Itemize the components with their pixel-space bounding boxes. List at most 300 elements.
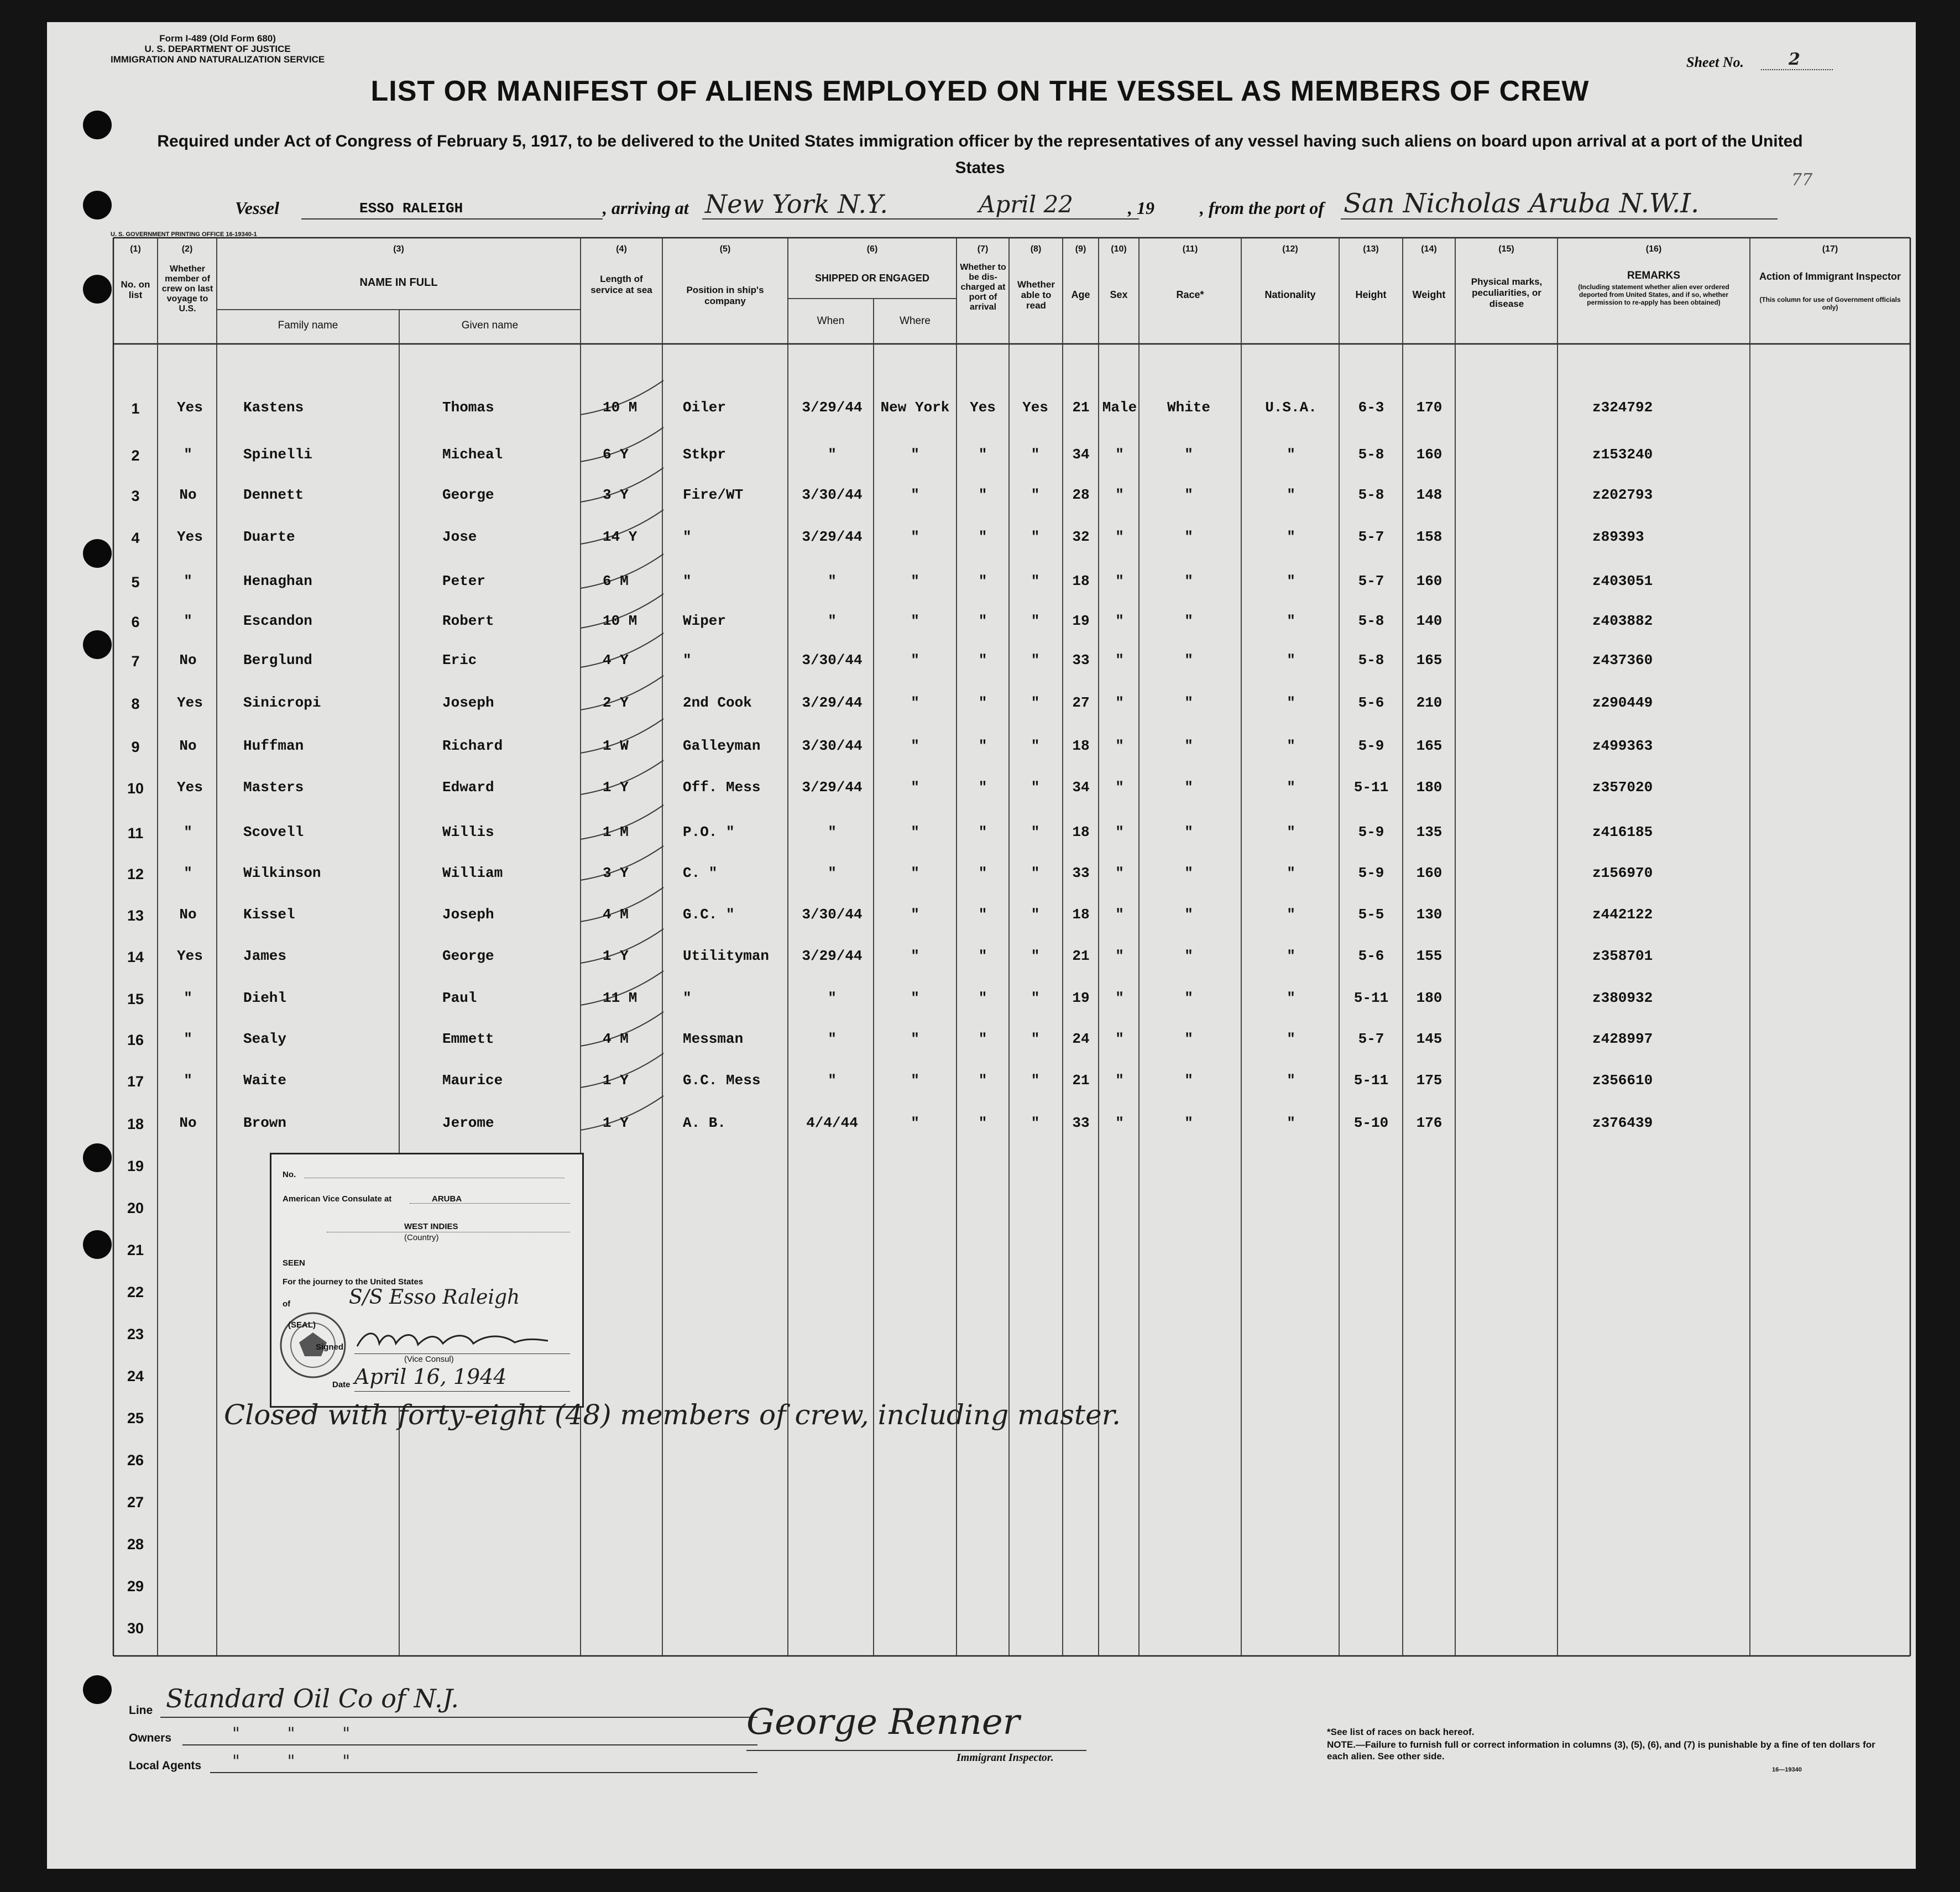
cell-able-to-read: ": [1031, 487, 1040, 503]
cell-remarks: z89393: [1592, 529, 1644, 545]
cell-height: 5-8: [1358, 652, 1384, 668]
row-number: 7: [131, 653, 140, 670]
cell-position: Stkpr: [683, 446, 726, 463]
cell-weight: 180: [1416, 990, 1442, 1006]
cell-shipped-where: ": [911, 906, 919, 923]
cell-service-length: 3 Y: [603, 487, 629, 503]
header-given-name: Given name: [461, 320, 519, 331]
cell-discharged: ": [978, 906, 987, 923]
cell-height: 5-8: [1358, 446, 1384, 463]
cell-remarks: z442122: [1592, 906, 1653, 923]
cell-prev-voyage: ": [184, 1031, 192, 1047]
stamp-vice-consul: (Vice Consul): [404, 1355, 454, 1364]
cell-family-name: Spinelli: [243, 446, 312, 463]
cell-weight: 140: [1416, 613, 1442, 629]
cell-given-name: George: [442, 948, 494, 964]
row-number: 6: [131, 614, 140, 630]
cell-height: 5-7: [1358, 1031, 1384, 1047]
cell-sex: ": [1115, 1031, 1124, 1047]
header-no-on-list: No. on list: [121, 279, 150, 300]
local-agents-label: Local Agents: [129, 1759, 202, 1772]
cell-family-name: Sinicropi: [243, 694, 321, 711]
header-sex: Sex: [1110, 289, 1128, 300]
cell-able-to-read: ": [1031, 906, 1040, 923]
cell-given-name: Richard: [442, 738, 503, 754]
cell-service-length: 10 M: [603, 613, 637, 629]
col-num: (8): [1030, 244, 1042, 254]
cell-family-name: Brown: [243, 1115, 287, 1131]
row-number: 10: [127, 780, 144, 797]
cell-weight: 170: [1416, 399, 1442, 416]
cell-height: 5-11: [1353, 1072, 1389, 1089]
cell-weight: 155: [1416, 948, 1442, 964]
cell-service-length: 14 Y: [603, 529, 637, 545]
cell-prev-voyage: ": [184, 446, 192, 463]
stamp-date-handwritten: April 16, 1944: [354, 1365, 507, 1389]
cell-discharged: ": [978, 990, 987, 1006]
cell-given-name: Thomas: [442, 399, 494, 416]
header-position: Position in ship's company: [686, 285, 764, 306]
cell-prev-voyage: Yes: [177, 948, 203, 964]
sheet-number-value: 2: [1789, 50, 1800, 69]
cell-remarks: z156970: [1592, 865, 1653, 881]
cell-age: 18: [1072, 906, 1090, 923]
cell-service-length: 4 Y: [603, 652, 629, 668]
cell-position: ": [683, 990, 692, 1006]
cell-age: 33: [1072, 652, 1090, 668]
cell-remarks: z376439: [1592, 1115, 1653, 1131]
cell-race: ": [1184, 652, 1193, 668]
cell-service-length: 1 Y: [603, 948, 629, 964]
owners-label: Owners: [129, 1732, 172, 1744]
cell-nationality: ": [1287, 948, 1295, 964]
cell-weight: 165: [1416, 738, 1442, 754]
cell-sex: ": [1115, 529, 1124, 545]
cell-shipped-where: ": [911, 990, 919, 1006]
cell-given-name: Robert: [442, 613, 494, 629]
cell-position: Messman: [683, 1031, 744, 1047]
header-when: When: [817, 315, 845, 327]
cell-remarks: z358701: [1592, 948, 1653, 964]
row-number: 24: [127, 1368, 144, 1384]
row-number: 15: [127, 991, 144, 1007]
cell-family-name: Diehl: [243, 990, 287, 1006]
cell-discharged: ": [978, 652, 987, 668]
vessel-name: ESSO RALEIGH: [359, 200, 463, 217]
cell-height: 5-9: [1358, 865, 1384, 881]
col-num: (14): [1421, 244, 1437, 254]
row-number: 27: [127, 1494, 144, 1511]
cell-remarks: z356610: [1592, 1072, 1653, 1089]
cell-nationality: ": [1287, 990, 1295, 1006]
cell-nationality: ": [1287, 694, 1295, 711]
cell-height: 6-3: [1358, 399, 1384, 416]
cell-height: 5-8: [1358, 487, 1384, 503]
cell-shipped-when: 3/29/44: [802, 779, 863, 796]
cell-shipped-where: ": [911, 865, 919, 881]
inspector-signature: George Renner: [746, 1702, 1020, 1743]
cell-shipped-where: New York: [880, 399, 950, 416]
cell-family-name: Huffman: [243, 738, 304, 754]
cell-discharged: ": [978, 865, 987, 881]
cell-weight: 180: [1416, 779, 1442, 796]
cell-family-name: Kastens: [243, 399, 304, 416]
row-number: 26: [127, 1452, 144, 1468]
cell-given-name: Paul: [442, 990, 477, 1006]
cell-age: 21: [1072, 948, 1090, 964]
cell-service-length: 2 Y: [603, 694, 629, 711]
cell-shipped-where: ": [911, 948, 919, 964]
row-number: 11: [127, 825, 144, 842]
cell-nationality: ": [1287, 446, 1295, 463]
cell-discharged: Yes: [970, 399, 996, 416]
stamp-seal: (SEAL): [288, 1320, 316, 1330]
cell-position: G.C. ": [683, 906, 735, 923]
closing-note: Closed with forty-eight (48) members of crew, including master.: [224, 1399, 1121, 1431]
cell-service-length: 4 M: [603, 906, 629, 923]
col-num: (5): [719, 244, 731, 254]
cell-shipped-where: ": [911, 529, 919, 545]
row-number: 5: [131, 574, 140, 590]
cell-weight: 145: [1416, 1031, 1442, 1047]
cell-given-name: Edward: [442, 779, 494, 796]
cell-service-length: 10 M: [603, 399, 637, 416]
cell-weight: 165: [1416, 652, 1442, 668]
line-label: Line: [129, 1704, 153, 1717]
cell-sex: ": [1115, 990, 1124, 1006]
cell-race: ": [1184, 990, 1193, 1006]
row-number: 29: [127, 1578, 144, 1595]
cell-given-name: Jerome: [442, 1115, 494, 1131]
inspector-label: Immigrant Inspector.: [957, 1752, 1054, 1764]
cell-able-to-read: ": [1031, 613, 1040, 629]
cell-shipped-when: 3/29/44: [802, 399, 863, 416]
cell-nationality: ": [1287, 1031, 1295, 1047]
cell-position: ": [683, 652, 692, 668]
cell-remarks: z437360: [1592, 652, 1653, 668]
cell-sex: ": [1115, 1072, 1124, 1089]
cell-position: ": [683, 573, 692, 589]
row-number: 18: [127, 1116, 144, 1132]
cell-family-name: Kissel: [243, 906, 295, 923]
cell-height: 5-5: [1358, 906, 1384, 923]
cell-position: Oiler: [683, 399, 726, 416]
cell-able-to-read: ": [1031, 652, 1040, 668]
races-note: *See list of races on back hereof.: [1327, 1727, 1475, 1737]
cell-able-to-read: ": [1031, 948, 1040, 964]
cell-discharged: ": [978, 948, 987, 964]
cell-position: Fire/WT: [683, 487, 744, 503]
cell-remarks: z380932: [1592, 990, 1653, 1006]
cell-nationality: ": [1287, 573, 1295, 589]
cell-race: ": [1184, 906, 1193, 923]
year-label: , 19: [1128, 198, 1154, 218]
cell-service-length: 1 W: [603, 738, 629, 754]
cell-able-to-read: ": [1031, 694, 1040, 711]
cell-given-name: Willis: [442, 824, 494, 840]
arrival-date: April 22: [979, 191, 1073, 218]
col-num: (1): [130, 244, 141, 254]
stamp-vessel-handwritten: S/S Esso Raleigh: [349, 1286, 520, 1309]
cell-service-length: 6 Y: [603, 446, 629, 463]
cell-service-length: 1 Y: [603, 1072, 629, 1089]
cell-race: ": [1184, 779, 1193, 796]
cell-shipped-when: 4/4/44: [806, 1115, 858, 1131]
cell-prev-voyage: ": [184, 613, 192, 629]
cell-sex: ": [1115, 446, 1124, 463]
cell-position: ": [683, 529, 692, 545]
cell-shipped-when: 3/29/44: [802, 694, 863, 711]
cell-shipped-when: ": [828, 613, 837, 629]
cell-race: ": [1184, 487, 1193, 503]
cell-able-to-read: ": [1031, 446, 1040, 463]
stamp-journey: For the journey to the United States: [283, 1277, 424, 1287]
cell-position: A. B.: [683, 1115, 726, 1131]
row-number: 14: [127, 949, 144, 965]
cell-nationality: ": [1287, 487, 1295, 503]
cell-shipped-when: ": [828, 1031, 837, 1047]
header-physical-marks: Physical marks, peculiarities, or disease: [1471, 276, 1543, 309]
cell-age: 19: [1072, 613, 1090, 629]
header-name-in-full: NAME IN FULL: [359, 276, 438, 289]
cell-shipped-when: ": [828, 865, 837, 881]
cell-prev-voyage: No: [179, 738, 197, 754]
header-height: Height: [1355, 289, 1387, 300]
cell-age: 34: [1072, 446, 1090, 463]
cell-service-length: 1 Y: [603, 779, 629, 796]
cell-race: ": [1184, 694, 1193, 711]
cell-position: Galleyman: [683, 738, 761, 754]
row-number: 9: [131, 739, 140, 755]
cell-remarks: z153240: [1592, 446, 1653, 463]
row-number: 28: [127, 1536, 144, 1553]
header-age: Age: [1071, 289, 1090, 300]
cell-race: ": [1184, 446, 1193, 463]
cell-weight: 160: [1416, 865, 1442, 881]
row-number: 21: [127, 1242, 144, 1258]
cell-able-to-read: Yes: [1022, 399, 1048, 416]
cell-age: 32: [1072, 529, 1090, 545]
cell-shipped-when: 3/30/44: [802, 652, 863, 668]
cell-discharged: ": [978, 1115, 987, 1131]
header-able-to-read: Whether able to read: [1017, 279, 1055, 311]
cell-age: 18: [1072, 824, 1090, 840]
cell-remarks: z403882: [1592, 613, 1653, 629]
cell-family-name: Sealy: [243, 1031, 287, 1047]
cell-shipped-where: ": [911, 487, 919, 503]
page-subtitle: Required under Act of Congress of February 5, 1917, to be delivered to the United States immigration officer by the representatives of any vessel having such aliens on board upon arrival at a port of the United States: [157, 132, 1803, 177]
cell-discharged: ": [978, 779, 987, 796]
cell-prev-voyage: Yes: [177, 529, 203, 545]
cell-able-to-read: ": [1031, 529, 1040, 545]
cell-shipped-where: ": [911, 738, 919, 754]
arrival-port: New York N.Y.: [705, 189, 888, 219]
header-action-note: (This column for use of Government officials only): [1759, 296, 1901, 311]
form-identifier: Form I-489 (Old Form 680) U. S. DEPARTMENT OF JUSTICE IMMIGRATION AND NATURALIZATION SERVICE: [111, 33, 325, 65]
cell-remarks: z428997: [1592, 1031, 1653, 1047]
cell-sex: ": [1115, 1115, 1124, 1131]
cell-sex: Male: [1102, 399, 1137, 416]
local-agents-value: " " ": [232, 1752, 351, 1771]
cell-shipped-when: ": [828, 824, 837, 840]
row-number: 3: [131, 488, 140, 504]
cell-remarks: z499363: [1592, 738, 1653, 754]
cell-age: 28: [1072, 487, 1090, 503]
cell-sex: ": [1115, 487, 1124, 503]
cell-weight: 158: [1416, 529, 1442, 545]
cell-race: ": [1184, 948, 1193, 964]
cell-sex: ": [1115, 948, 1124, 964]
cell-prev-voyage: No: [179, 906, 197, 923]
cell-height: 5-10: [1353, 1115, 1389, 1131]
row-number: 20: [127, 1200, 144, 1216]
vice-consul-signature-icon: [354, 1327, 553, 1355]
cell-sex: ": [1115, 573, 1124, 589]
cell-service-length: 3 Y: [603, 865, 629, 881]
cell-race: ": [1184, 738, 1193, 754]
header-shipped-or-engaged: SHIPPED OR ENGAGED: [814, 273, 930, 284]
row-number: 8: [131, 696, 140, 712]
row-number: 19: [127, 1158, 144, 1174]
cell-age: 24: [1072, 1031, 1090, 1047]
cell-age: 33: [1072, 1115, 1090, 1131]
cell-family-name: Scovell: [243, 824, 304, 840]
row-number: 13: [127, 907, 144, 924]
cell-able-to-read: ": [1031, 779, 1040, 796]
cell-prev-voyage: Yes: [177, 694, 203, 711]
cell-shipped-when: ": [828, 446, 837, 463]
cell-weight: 148: [1416, 487, 1442, 503]
col-num: (3): [393, 244, 404, 254]
from-port-label: , from the port of: [1200, 198, 1324, 218]
cell-shipped-when: 3/29/44: [802, 948, 863, 964]
row-number: 16: [127, 1032, 144, 1048]
cell-discharged: ": [978, 446, 987, 463]
form-number: 16—19340: [1772, 1766, 1802, 1773]
cell-able-to-read: ": [1031, 824, 1040, 840]
cell-shipped-where: ": [911, 1115, 919, 1131]
row-number: 22: [127, 1284, 144, 1300]
cell-sex: ": [1115, 779, 1124, 796]
cell-weight: 176: [1416, 1115, 1442, 1131]
cell-sex: ": [1115, 824, 1124, 840]
stamp-date-label: Date: [332, 1380, 351, 1389]
cell-able-to-read: ": [1031, 1031, 1040, 1047]
cell-family-name: Henaghan: [243, 573, 312, 589]
cell-remarks: z357020: [1592, 779, 1653, 796]
header-where: Where: [900, 315, 931, 327]
cell-prev-voyage: No: [179, 487, 197, 503]
cell-shipped-where: ": [911, 1031, 919, 1047]
header-member-last-voyage: Whether member of crew on last voyage to U.S.: [161, 264, 213, 313]
cell-shipped-where: ": [911, 1072, 919, 1089]
cell-discharged: ": [978, 694, 987, 711]
printing-office: U. S. GOVERNMENT PRINTING OFFICE 16-19340-1: [111, 231, 257, 238]
cell-nationality: ": [1287, 613, 1295, 629]
cell-race: ": [1184, 865, 1193, 881]
cell-sex: ": [1115, 694, 1124, 711]
cell-service-length: 4 M: [603, 1031, 629, 1047]
col-num: (6): [866, 244, 878, 254]
cell-able-to-read: ": [1031, 738, 1040, 754]
cell-able-to-read: ": [1031, 573, 1040, 589]
cell-prev-voyage: Yes: [177, 399, 203, 416]
cell-height: 5-6: [1358, 948, 1384, 964]
cell-position: Off. Mess: [683, 779, 761, 796]
cell-family-name: Masters: [243, 779, 304, 796]
cell-discharged: ": [978, 1072, 987, 1089]
cell-given-name: Peter: [442, 573, 486, 589]
cell-race: ": [1184, 1115, 1193, 1131]
cell-remarks: z324792: [1592, 399, 1653, 416]
cell-age: 19: [1072, 990, 1090, 1006]
cell-shipped-where: ": [911, 446, 919, 463]
header-length-of-service: Length of service at sea: [590, 274, 652, 295]
cell-given-name: Micheal: [442, 446, 503, 463]
cell-prev-voyage: No: [179, 652, 197, 668]
cell-shipped-when: 3/30/44: [802, 738, 863, 754]
cell-weight: 160: [1416, 446, 1442, 463]
cell-position: C. ": [683, 865, 718, 881]
header-action: Action of Immigrant Inspector: [1759, 271, 1901, 282]
cell-race: ": [1184, 1031, 1193, 1047]
header-family-name: Family name: [278, 320, 338, 331]
col-num: (12): [1282, 244, 1298, 254]
cell-weight: 135: [1416, 824, 1442, 840]
cell-prev-voyage: ": [184, 1072, 192, 1089]
cell-height: 5-11: [1353, 779, 1389, 796]
header-race: Race*: [1176, 289, 1204, 300]
cell-given-name: Eric: [442, 652, 477, 668]
col-num: (17): [1822, 244, 1838, 254]
cell-able-to-read: ": [1031, 1072, 1040, 1089]
cell-shipped-when: 3/30/44: [802, 487, 863, 503]
cell-prev-voyage: ": [184, 990, 192, 1006]
col-num: (2): [181, 244, 193, 254]
cell-weight: 175: [1416, 1072, 1442, 1089]
cell-remarks: z202793: [1592, 487, 1653, 503]
cell-height: 5-7: [1358, 573, 1384, 589]
cell-family-name: Duarte: [243, 529, 295, 545]
cell-shipped-where: ": [911, 694, 919, 711]
cell-nationality: ": [1287, 652, 1295, 668]
row-number: 30: [127, 1620, 144, 1637]
cell-height: 5-7: [1358, 529, 1384, 545]
cell-age: 34: [1072, 779, 1090, 796]
line-value: Standard Oil Co of N.J.: [166, 1684, 459, 1713]
header-weight: Weight: [1412, 289, 1446, 300]
cell-height: 5-9: [1358, 738, 1384, 754]
cell-discharged: ": [978, 1031, 987, 1047]
cell-family-name: Wilkinson: [243, 865, 321, 881]
cell-discharged: ": [978, 573, 987, 589]
cell-age: 33: [1072, 865, 1090, 881]
col-num: (13): [1363, 244, 1379, 254]
cell-service-length: 1 Y: [603, 1115, 629, 1131]
cell-weight: 210: [1416, 694, 1442, 711]
row-number: 4: [131, 530, 140, 546]
row-number: 23: [127, 1326, 144, 1342]
cell-shipped-when: 3/29/44: [802, 529, 863, 545]
cell-nationality: ": [1287, 738, 1295, 754]
cell-given-name: Emmett: [442, 1031, 494, 1047]
owners-value: " " ": [232, 1724, 351, 1743]
cell-position: Wiper: [683, 613, 726, 629]
cell-shipped-where: ": [911, 573, 919, 589]
cell-remarks: z416185: [1592, 824, 1653, 840]
cell-nationality: ": [1287, 529, 1295, 545]
cell-sex: ": [1115, 865, 1124, 881]
